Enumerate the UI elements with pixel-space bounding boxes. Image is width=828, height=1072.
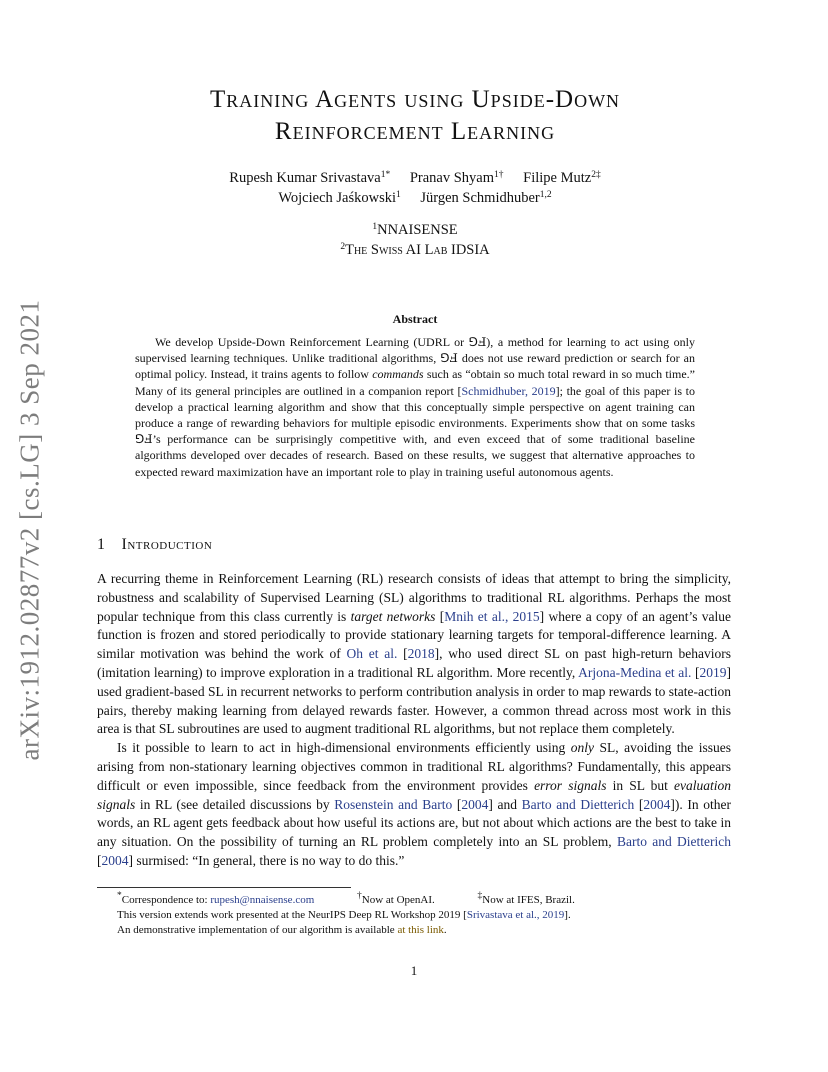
footnote-text: An demonstrative implementation of our algorithm is available — [117, 924, 398, 936]
footnote-mark: ‡ — [477, 891, 483, 901]
citation-link[interactable]: 2019 — [699, 664, 727, 680]
footnote-rule — [97, 887, 351, 888]
abstract-segment: such as “obtain so much total reward in so much time.” Many of its general principles are outlined in a companion report [ — [135, 367, 695, 398]
footnote-mark: † — [357, 891, 362, 901]
author-affil-mark: 2‡ — [591, 170, 601, 180]
footnote-text: ]. — [564, 909, 571, 921]
author — [410, 170, 504, 186]
text-segment: ] where a copy of an agent’s value function is frozen and stored periodically to provide stationary learning targets for temporal-difference learning. A similar motivation was behind the work of — [97, 608, 731, 662]
author-line-2 — [100, 188, 730, 208]
text-segment: SL, avoiding the issues arising from non-stationary learning objectives common in traditional RL algorithms? Fundamentally, this appears difficult or even impossible, since feedback from the environment provides — [97, 740, 731, 793]
section-title: Introduction — [121, 536, 213, 553]
abstract-emphasis: commands — [372, 367, 424, 382]
implementation-link[interactable]: at this link — [397, 924, 444, 936]
text-segment: in SL but — [606, 777, 674, 793]
affiliation-1 — [100, 220, 730, 240]
text-segment: [ — [634, 796, 644, 812]
citation-link[interactable]: Rosenstein and Barto — [334, 796, 453, 812]
author-line-1 — [100, 168, 730, 188]
author-name: Pranav Shyam — [409, 170, 494, 186]
body-text — [97, 570, 731, 871]
author-name: Filipe Mutz — [523, 170, 592, 186]
citation-link[interactable]: 2004 — [101, 852, 129, 868]
citation-link[interactable]: 2004 — [643, 796, 671, 812]
abstract-segment: ]; the goal of this paper is to develop a practical learning algorithm and show that this conceptually simple perspective on agent training can produce a range of rewarding behaviors for multiple episodic environments. Experiments show that on some tasks ⅁Ⅎ’s performance can be surprisingly competitive with, and even exceed that of some traditional baseline algorithms developed over decades of research. Based on these results, we suggest that alternative approaches to expected reward maximization have an important role to play in training useful autonomous agents. — [135, 383, 695, 479]
paper-title — [100, 84, 730, 148]
page-number: 1 — [410, 963, 418, 978]
author — [523, 170, 601, 186]
author-affil-mark: 1,2 — [539, 190, 552, 200]
footnote — [477, 891, 575, 906]
citation-link[interactable]: Barto and Dietterich — [521, 796, 635, 812]
abstract-segment: We develop Upside-Down Reinforcement Learning (UDRL or ⅁Ⅎ), a method for learning to act using only supervised learning techniques. Unlike traditional algorithms, ⅁Ⅎ does not use reward prediction or search for an optimal policy. Instead, it trains agents to follow — [135, 335, 695, 382]
arxiv-sidebar — [10, 300, 50, 760]
paragraph-1 — [97, 570, 731, 739]
author-name: Jürgen Schmidhuber — [420, 190, 540, 206]
author-affil-mark: 1* — [380, 170, 391, 180]
footnote-text: Now at OpenAI. — [361, 894, 435, 906]
affiliation-2 — [100, 240, 730, 260]
affil-name: NNAISENSE — [377, 222, 458, 238]
affiliations — [100, 220, 730, 260]
paragraph-2 — [97, 739, 731, 871]
text-segment: Is it possible to learn to act in high-dimensional environments efficiently using — [117, 740, 571, 756]
title-line-1: Training Agents using Upside-Down — [209, 86, 621, 113]
text-segment: ]). In other words, an RL agent gets feedback about how useful its actions are, but not about which actions are the best to take in any situation. On the possibility of turning an RL problem completely into an SL problem, — [97, 796, 731, 850]
author — [278, 190, 400, 206]
citation-link[interactable]: Mnih et al., 2015 — [444, 608, 540, 624]
author — [420, 190, 551, 206]
footnote-text: . — [443, 924, 447, 936]
section-heading — [97, 536, 212, 554]
author-affil-mark: 1† — [494, 170, 504, 180]
citation-link[interactable]: Barto and Dietterich — [616, 834, 731, 850]
text-segment: [ — [397, 646, 408, 662]
author-affil-mark: 1 — [396, 190, 401, 200]
text-segment: in RL (see detailed discussions by — [135, 796, 335, 812]
affil-mark: 2 — [340, 242, 346, 252]
footnote-mark: * — [117, 891, 122, 901]
abstract-heading: Abstract — [392, 312, 438, 326]
section-number: 1 — [97, 536, 106, 553]
title-line-2: Reinforcement Learning — [274, 118, 556, 145]
affil-name: The Swiss AI Lab IDSIA — [345, 242, 490, 258]
author-list — [100, 168, 730, 208]
footnote-line-1 — [117, 893, 575, 908]
footnote-line-3 — [117, 923, 575, 938]
footnotes — [117, 893, 575, 938]
author — [229, 170, 390, 186]
emphasis: evaluation signals — [97, 777, 731, 812]
emphasis: only — [570, 740, 595, 756]
citation-link[interactable]: Srivastava et al., 2019 — [466, 909, 565, 921]
footnote-text: This version extends work presented at the NeurIPS Deep RL Workshop 2019 [ — [117, 909, 467, 921]
citation-link[interactable]: Arjona-Medina et al. — [578, 664, 692, 680]
email-link[interactable]: rupesh@nnaisense.com — [210, 894, 315, 906]
text-segment: ] surmised: “In general, there is no way to do this.” — [128, 852, 405, 868]
text-segment: [ — [435, 608, 445, 624]
footnote — [357, 891, 435, 906]
citation-link[interactable]: Schmidhuber, 2019 — [461, 383, 556, 398]
text-segment: A recurring theme in Reinforcement Learning (RL) research consists of ideas that attempt to bring the simplicity, robustness and scalability of Supervised Learning (SL) algorithms to traditional RL algorithms. Perhaps the most popular technique from this class currently is — [97, 571, 731, 624]
arxiv-identifier: arXiv:1912.02877v2 [cs.LG] 3 Sep 2021 — [14, 299, 45, 761]
emphasis: target networks — [350, 608, 436, 624]
text-segment: ], who used direct SL on past high-return behaviors (imitation learning) to improve exploration in a traditional RL algorithm. More recently, — [97, 646, 731, 680]
text-segment: ] used gradient-based SL in recurrent networks to perform contribution analysis in order to map rewards to state-action pairs, thereby making learning from delayed rewards faster. However, a common thread across most work in this area is that SL subroutines are used to augment traditional RL algorithms, but not replace them completely. — [97, 664, 731, 737]
citation-link[interactable]: 2018 — [407, 646, 435, 662]
emphasis: error signals — [534, 777, 607, 793]
text-segment: [ — [97, 852, 102, 868]
footnote-text: Now at IFES, Brazil. — [482, 894, 575, 906]
footnote-text: Correspondence to: — [121, 894, 211, 906]
citation-link[interactable]: 2004 — [461, 796, 489, 812]
text-segment: [ — [691, 664, 700, 680]
footnote-line-2 — [117, 908, 575, 923]
text-segment: ] and — [488, 796, 522, 812]
author-name: Wojciech Jaśkowski — [278, 190, 397, 206]
text-segment: [ — [452, 796, 462, 812]
author-name: Rupesh Kumar Srivastava — [229, 170, 381, 186]
affil-mark: 1 — [372, 222, 378, 232]
abstract-text — [135, 334, 695, 480]
footnote — [117, 891, 315, 906]
citation-link[interactable]: Oh et al. — [346, 646, 398, 662]
